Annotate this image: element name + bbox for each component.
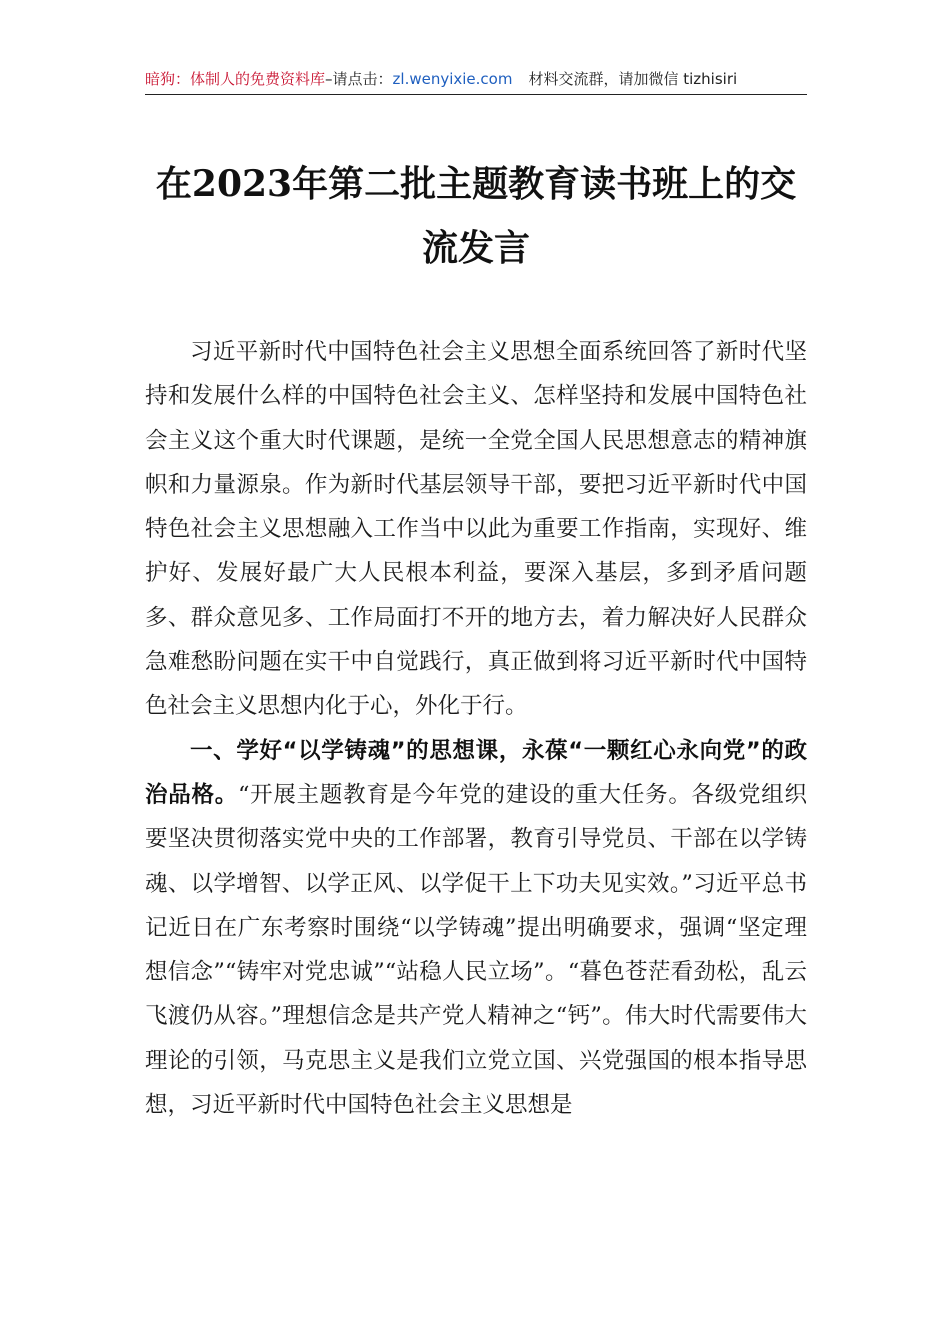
document-title: 在2023年第二批主题教育读书班上的交流发言 bbox=[155, 163, 797, 269]
document-body bbox=[145, 330, 807, 1127]
section-1-text: “开展主题教育是今年党的建设的重大任务。各级党组织要坚决贯彻落实党中央的工作部署，教育引导党员、干部在以学铸魂、以学增智、以学正风、以学促干上下功夫见实效。”习近平总书记近日在广东考察时围绕“以学铸魂”提出明确要求，强调“坚定理想信念”“铸牢对党忠诚”“站稳人民立场”。“暮色苍茫看劲松，乱云飞渡仍从容。”理想信念是共产党人精神之“钙”。伟大时代需要伟大理论的引领，马克思主义是我们立党立国、兴党强国的根本指导思想，习近平新时代中国特色社会主义思想是 bbox=[145, 781, 807, 1119]
header-url-link[interactable]: zl.wenyixie.com bbox=[392, 70, 513, 88]
section-1-paragraph bbox=[145, 729, 807, 1128]
section-1-heading: 一、学好“以学铸魂”的思想课，永葆“一颗红心永向党”的政治品格。 bbox=[145, 737, 807, 808]
header-promo-text: 暗狗：体制人的免费资料库 bbox=[145, 70, 326, 88]
intro-paragraph: 习近平新时代中国特色社会主义思想全面系统回答了新时代坚持和发展什么样的中国特色社会主义、怎样坚持和发展中国特色社会主义这个重大时代课题，是统一全党全国人民思想意志的精神旗帜和力量源泉。作为新时代基层领导干部，要把习近平新时代中国特色社会主义思想融入工作当中以此为重要工作指南，实现好、维护好、发展好最广大人民根本利益，要深入基层，多到矛盾问题多、群众意见多、工作局面打不开的地方去，着力解决好人民群众急难愁盼问题在实干中自觉践行，真正做到将习近平新时代中国特色社会主义思想内化于心，外化于行。 bbox=[145, 339, 807, 720]
page-header bbox=[145, 64, 807, 95]
header-contact-text: 材料交流群，请加微信 tizhisiri bbox=[528, 70, 738, 88]
header-click-prefix: –请点击： bbox=[325, 70, 393, 88]
